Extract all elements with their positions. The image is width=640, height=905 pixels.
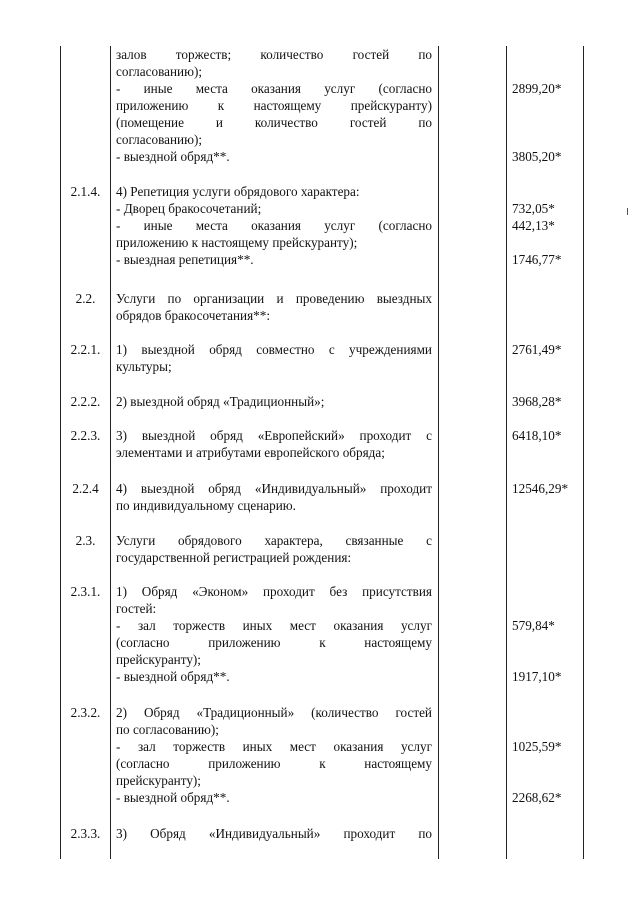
row-number: 2.3.1. — [70, 584, 101, 599]
price-value: 6418,10* — [512, 428, 562, 443]
description-line: 2) Обряд «Традиционный» (количество гостей — [116, 705, 432, 720]
price-value — [512, 704, 582, 721]
service-description — [116, 583, 432, 685]
description-line: 3) Обряд «Индивидуальный» проходит по — [116, 826, 432, 841]
service-description — [116, 480, 432, 514]
price-value: 579,84* — [512, 618, 555, 633]
table-border-right — [583, 46, 584, 859]
description-line: обрядов бракосочетания**: — [116, 308, 271, 323]
row-number: 2.3.2. — [70, 705, 101, 720]
price-cell — [512, 583, 582, 685]
table-border-unit — [506, 46, 507, 859]
price-value: 1746,77* — [512, 252, 562, 267]
price-value — [512, 97, 582, 114]
description-line: согласованию); — [116, 64, 202, 79]
description-line: Услуги обрядового характера, связанные с — [116, 533, 432, 548]
price-value: 3805,20* — [512, 149, 562, 164]
description-line: 1) выездной обряд совместно с учреждениями — [116, 342, 432, 357]
row-number: 2.3.3. — [70, 826, 101, 841]
price-cell — [512, 341, 582, 358]
description-line: - иные места оказания услуг (согласно — [116, 218, 432, 233]
service-description — [116, 46, 432, 165]
price-value — [512, 46, 582, 63]
description-line: - иные места оказания услуг (согласно — [116, 81, 432, 96]
description-line: 2) выездной обряд «Традиционный»; — [116, 394, 325, 409]
row-number: 2.2. — [75, 291, 96, 306]
row-number: 2.2.2. — [70, 394, 101, 409]
service-description — [116, 704, 432, 806]
description-line: по согласованию); — [116, 722, 219, 737]
price-cell — [512, 393, 582, 410]
service-description — [116, 825, 432, 842]
description-line: 1) Обряд «Эконом» проходит без присутствия — [116, 584, 432, 599]
description-line: Услуги по организации и проведению выездных — [116, 291, 432, 306]
price-value: 732,05* — [512, 201, 555, 216]
description-line: гостей: — [116, 601, 157, 616]
margin-mark — [627, 208, 628, 215]
table-border-desc — [438, 46, 439, 859]
price-value — [512, 63, 582, 80]
price-value — [512, 183, 582, 200]
row-number: 2.2.3. — [70, 428, 101, 443]
row-number: 2.2.1. — [70, 342, 101, 357]
description-line: - выездной обряд**. — [116, 790, 230, 805]
description-line: 4) выездной обряд «Индивидуальный» проходит — [116, 481, 432, 496]
description-line: прейскуранту); — [116, 773, 201, 788]
price-value: 1025,59* — [512, 739, 562, 754]
service-description — [116, 290, 432, 324]
table-border-left — [60, 46, 61, 859]
price-cell — [512, 46, 582, 165]
service-description — [116, 427, 432, 461]
service-description — [116, 393, 432, 410]
description-line: (согласно приложению к настоящему — [116, 635, 432, 650]
row-number: 2.2.4 — [72, 481, 99, 496]
service-description — [116, 532, 432, 566]
price-value: 1917,10* — [512, 669, 562, 684]
description-line: согласованию); — [116, 132, 202, 147]
price-value — [512, 721, 582, 738]
row-number: 2.1.4. — [70, 184, 101, 199]
price-value: 2761,49* — [512, 342, 562, 357]
price-cell — [512, 704, 582, 806]
table-border-num — [110, 46, 111, 859]
price-value — [512, 583, 582, 600]
price-value — [512, 651, 582, 668]
price-value: 3968,28* — [512, 394, 562, 409]
price-value: 2899,20* — [512, 81, 562, 96]
description-line: - выездная репетиция**. — [116, 252, 254, 267]
description-line: 4) Репетиция услуги обрядового характера: — [116, 184, 360, 199]
price-cell — [512, 427, 582, 444]
description-line: - выездной обряд**. — [116, 669, 230, 684]
row-number: 2.3. — [75, 533, 96, 548]
price-value — [512, 131, 582, 148]
description-line: культуры; — [116, 359, 172, 374]
description-line: - выездной обряд**. — [116, 149, 230, 164]
price-value — [512, 634, 582, 651]
description-line: государственной регистрацией рождения: — [116, 550, 352, 565]
service-description — [116, 183, 432, 268]
description-line: залов торжеств; количество гостей по — [116, 47, 432, 62]
description-line: (помещение и количество гостей по — [116, 115, 432, 130]
description-line: прейскуранту); — [116, 652, 201, 667]
description-line: приложению к настоящему прейскуранту) — [116, 98, 432, 113]
description-line: - зал торжеств иных мест оказания услуг — [116, 618, 432, 633]
description-line: приложению к настоящему прейскуранту); — [116, 235, 358, 250]
description-line: - зал торжеств иных мест оказания услуг — [116, 739, 432, 754]
price-value: 2268,62* — [512, 790, 562, 805]
description-line: - Дворец бракосочетаний; — [116, 201, 262, 216]
description-line: элементами и атрибутами европейского обряда; — [116, 445, 385, 460]
price-value — [512, 600, 582, 617]
description-line: 3) выездной обряд «Европейский» проходит с — [116, 428, 432, 443]
price-cell — [512, 480, 582, 497]
price-value — [512, 755, 582, 772]
description-line: (согласно приложению к настоящему — [116, 756, 432, 771]
price-value — [512, 114, 582, 131]
description-line: по индивидуальному сценарию. — [116, 498, 296, 513]
service-description — [116, 341, 432, 375]
price-value: 442,13* — [512, 218, 555, 233]
price-value — [512, 772, 582, 789]
price-value — [512, 234, 582, 251]
price-value: 12546,29* — [512, 481, 569, 496]
price-cell — [512, 183, 582, 268]
